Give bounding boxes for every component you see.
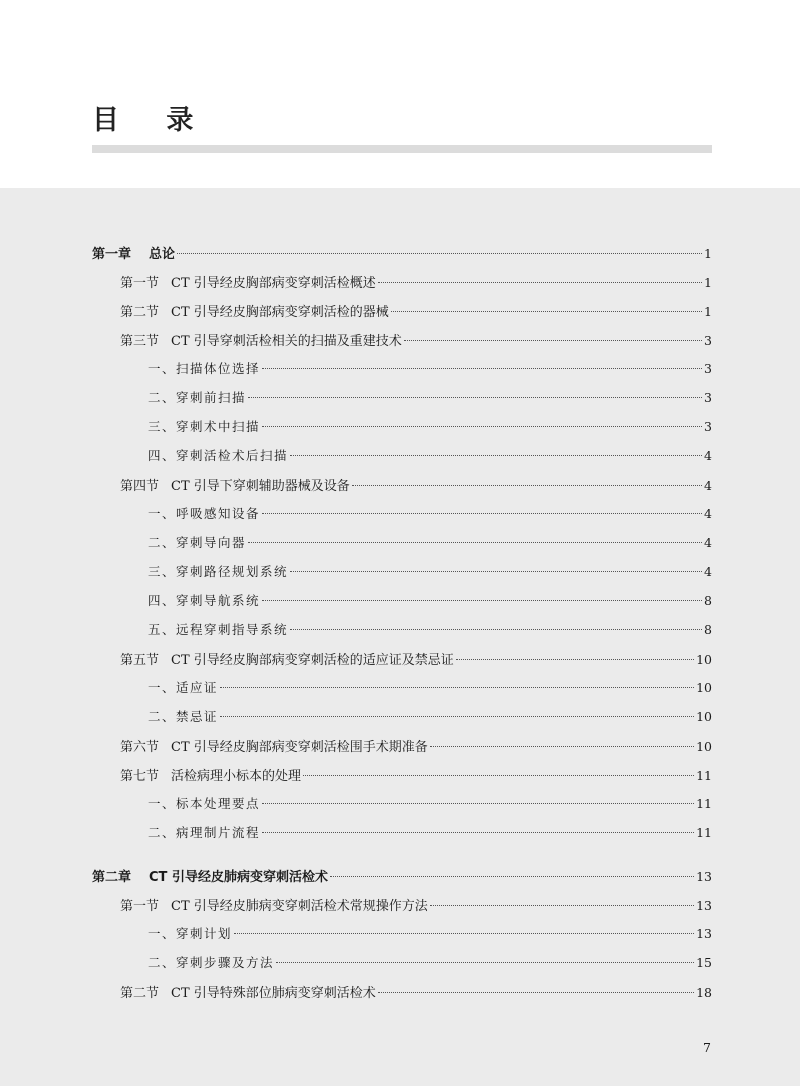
dot-leader: [404, 340, 702, 341]
toc-entry-title: 三、穿刺路径规划系统: [148, 564, 289, 579]
toc-subsection: [0, 533, 712, 555]
toc-entry-label: [148, 562, 288, 580]
toc-entry-title: CT 引导经皮肺病变穿刺活检术: [149, 870, 328, 885]
toc-entry-label: [120, 982, 376, 1001]
toc-entry-number: 第五节: [120, 653, 160, 668]
toc-entry-number: 第一章: [92, 247, 132, 262]
toc-entry-number: 第二章: [92, 870, 132, 885]
toc-entry-number: 第七节: [120, 769, 160, 784]
dot-leader: [378, 282, 702, 283]
toc-section: [0, 982, 712, 1004]
toc-entry-page: 4: [704, 506, 712, 521]
dot-leader: [290, 571, 702, 572]
toc-entry-title: 二、禁忌证: [148, 709, 219, 724]
toc-entry-page: 18: [696, 985, 712, 1000]
toc-entry-page: 3: [704, 390, 712, 405]
toc-section: [0, 765, 712, 787]
toc-entry-page: 10: [696, 709, 712, 724]
toc-entry-number: 第一节: [120, 899, 160, 914]
toc-section: [0, 272, 712, 294]
toc-entry-label: [148, 417, 260, 435]
page-title: 目 录: [92, 105, 213, 136]
dot-leader: [177, 253, 702, 254]
toc-entry-page: 10: [696, 680, 712, 695]
toc-subsection: [0, 591, 712, 613]
toc-entry-page: 4: [704, 564, 712, 579]
dot-leader: [262, 803, 694, 804]
toc-subsection: [0, 620, 712, 642]
toc-entry-title: 总论: [149, 247, 176, 262]
toc-subsection: [0, 924, 712, 946]
toc-entry-page: 13: [696, 869, 712, 884]
toc-subsection: [0, 953, 712, 975]
toc-section: [0, 475, 712, 497]
toc-subsection: [0, 388, 712, 410]
toc-entry-page: 4: [704, 478, 712, 493]
toc-entry-page: 4: [704, 448, 712, 463]
page-header-area: [0, 0, 800, 188]
toc-entry-title: CT 引导经皮胸部病变穿刺活检的器械: [171, 305, 389, 320]
toc-subsection: [0, 707, 712, 729]
toc-section: [0, 301, 712, 323]
toc-section: [0, 330, 712, 352]
toc-section: [0, 895, 712, 917]
dot-leader: [378, 992, 694, 993]
toc-entry-label: [148, 823, 260, 841]
toc-entry-label: [120, 765, 301, 784]
toc-entry-number: 第三节: [120, 334, 160, 349]
dot-leader: [352, 485, 702, 486]
toc-entry-label: [120, 301, 389, 320]
toc-entry-page: 10: [696, 652, 712, 667]
toc-entry-label: [148, 388, 246, 406]
toc-entry-label: [148, 678, 218, 696]
toc-entry-page: 1: [704, 246, 712, 261]
toc-entry-title: 一、呼吸感知设备: [148, 506, 261, 521]
toc-entry-title: 二、穿刺导向器: [148, 535, 247, 550]
toc-entry-label: [148, 794, 260, 812]
toc-entry-title: CT 引导经皮胸部病变穿刺活检围手术期准备: [171, 740, 428, 755]
toc-entry-title: 三、穿刺术中扫描: [148, 419, 261, 434]
toc-entry-label: [120, 272, 376, 291]
toc-entry-page: 3: [704, 333, 712, 348]
toc-entry-title: 活检病理小标本的处理: [171, 769, 302, 784]
toc-entry-title: CT 引导经皮胸部病变穿刺活检概述: [171, 276, 376, 291]
toc-subsection: [0, 794, 712, 816]
toc-entry-label: [148, 359, 260, 377]
toc-entry-title: 一、适应证: [148, 680, 219, 695]
toc-entry-page: 13: [696, 898, 712, 913]
toc-entry-number: 第二节: [120, 305, 160, 320]
dot-leader: [262, 513, 702, 514]
toc-entry-number: 第一节: [120, 276, 160, 291]
toc-entry-page: 3: [704, 419, 712, 434]
toc-entry-label: [148, 591, 260, 609]
toc-entry-title: CT 引导经皮胸部病变穿刺活检的适应证及禁忌证: [171, 653, 454, 668]
toc-entry-page: 3: [704, 361, 712, 376]
dot-leader: [262, 426, 702, 427]
toc-entry-title: 四、穿刺活检术后扫描: [148, 448, 289, 463]
toc-entry-title: CT 引导下穿刺辅助器械及设备: [171, 479, 350, 494]
toc-entry-label: [120, 649, 454, 668]
toc-entry-number: 第二节: [120, 986, 160, 1001]
toc-entry-page: 8: [704, 622, 712, 637]
dot-leader: [234, 933, 694, 934]
dot-leader: [430, 746, 694, 747]
toc-entry-title: 五、远程穿刺指导系统: [148, 622, 289, 637]
title-divider: [92, 145, 712, 153]
toc-subsection: [0, 823, 712, 845]
toc-subsection: [0, 678, 712, 700]
dot-leader: [262, 600, 702, 601]
toc-entry-label: [92, 866, 328, 885]
toc-entry-page: 11: [696, 796, 712, 811]
dot-leader: [262, 832, 694, 833]
dot-leader: [456, 659, 694, 660]
page-number: 7: [703, 1040, 711, 1055]
toc-subsection: [0, 359, 712, 381]
toc-entry-label: [120, 475, 350, 494]
toc-entry-title: CT 引导经皮肺病变穿刺活检术常规操作方法: [171, 899, 428, 914]
dot-leader: [391, 311, 702, 312]
toc-entry-label: [148, 446, 288, 464]
toc-entry-title: CT 引导穿刺活检相关的扫描及重建技术: [171, 334, 402, 349]
dot-leader: [220, 687, 694, 688]
toc-entry-page: 11: [696, 825, 712, 840]
dot-leader: [430, 905, 694, 906]
dot-leader: [290, 455, 702, 456]
dot-leader: [248, 542, 702, 543]
toc-chapter: [0, 243, 712, 265]
toc-subsection: [0, 417, 712, 439]
toc-entry-title: 一、穿刺计划: [148, 926, 233, 941]
toc-entry-label: [92, 243, 175, 262]
toc-entry-page: 11: [696, 768, 712, 783]
toc-chapter: [0, 866, 712, 888]
toc-entry-label: [120, 895, 428, 914]
toc-entry-label: [120, 736, 428, 755]
toc-entry-page: 8: [704, 593, 712, 608]
dot-leader: [220, 716, 694, 717]
toc-entry-page: 13: [696, 926, 712, 941]
toc-entry-label: [148, 533, 246, 551]
toc-entry-label: [148, 924, 232, 942]
toc-subsection: [0, 446, 712, 468]
toc-entry-title: 二、病理制片流程: [148, 825, 261, 840]
toc-entry-page: 1: [704, 275, 712, 290]
toc-entry-title: 二、穿刺前扫描: [148, 390, 247, 405]
toc-entry-title: 一、标本处理要点: [148, 796, 261, 811]
toc-entry-page: 4: [704, 535, 712, 550]
toc-entry-title: 四、穿刺导航系统: [148, 593, 261, 608]
toc-subsection: [0, 504, 712, 526]
toc-subsection: [0, 562, 712, 584]
toc-section: [0, 649, 712, 671]
toc-entry-label: [148, 620, 288, 638]
toc-entry-number: 第四节: [120, 479, 160, 494]
toc-entry-page: 1: [704, 304, 712, 319]
toc-entry-label: [148, 953, 274, 971]
toc-entry-label: [120, 330, 402, 349]
dot-leader: [262, 368, 702, 369]
dot-leader: [330, 876, 694, 877]
toc-entry-title: CT 引导特殊部位肺病变穿刺活检术: [171, 986, 376, 1001]
dot-leader: [248, 397, 702, 398]
toc-entry-title: 二、穿刺步骤及方法: [148, 955, 275, 970]
dot-leader: [303, 775, 694, 776]
toc-entry-label: [148, 707, 218, 725]
dot-leader: [276, 962, 694, 963]
toc-entry-title: 一、扫描体位选择: [148, 361, 261, 376]
toc-section: [0, 736, 712, 758]
toc-entry-number: 第六节: [120, 740, 160, 755]
toc-entry-label: [148, 504, 260, 522]
toc-entry-page: 10: [696, 739, 712, 754]
toc-entry-page: 15: [696, 955, 712, 970]
dot-leader: [290, 629, 702, 630]
